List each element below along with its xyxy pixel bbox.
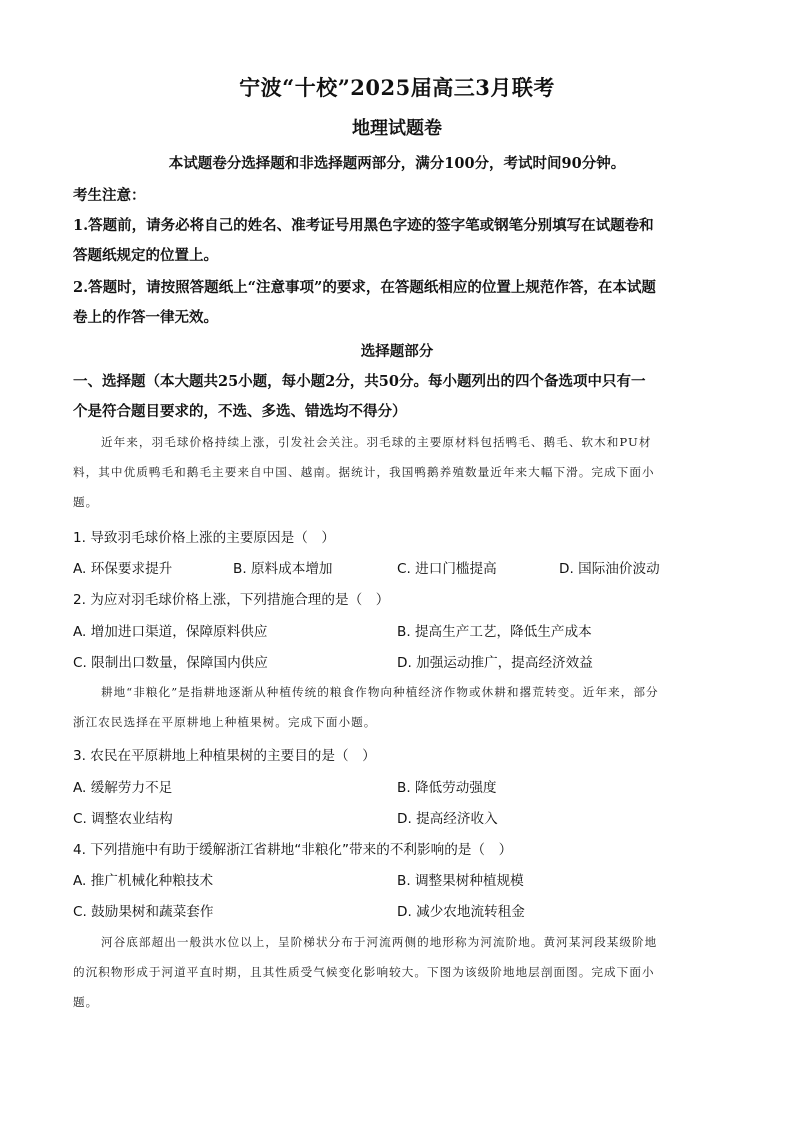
question-1-option-a: A. 环保要求提升 [73,561,173,577]
material-3-line-3: 题。 [73,995,99,1009]
notice-item-1-line-2: 答题纸规定的位置上。 [73,247,218,264]
material-3-line-1: 河谷底部超出一般洪水位以上，呈阶梯状分布于河流两侧的地形称为河流阶地。黄河某河段某级阶地 [101,935,658,949]
question-2-stem: 2. 为应对羽毛球价格上涨，下列措施合理的是（ ） [73,592,390,608]
question-3-option-a: A. 缓解劳力不足 [73,780,173,796]
material-1-line-2: 料，其中优质鸭毛和鹅毛主要来自中国、越南。据统计，我国鸭鹅养殖数量近年来大幅下滑。完成下面小 [73,465,655,479]
material-3-line-2: 的沉积物形成于河道平直时期，且其性质受气候变化影响较大。下图为该级阶地地层剖面图。完成下面小 [73,965,655,979]
question-2-option-a: A. 增加进口渠道，保障原料供应 [73,624,268,640]
notice-item-2-line-1: 2.答题时，请按照答题纸上“注意事项”的要求，在答题纸相应的位置上规范作答，在本试题 [73,279,656,296]
exam-summary: 本试题卷分选择题和非选择题两部分，满分100分，考试时间90分钟。 [168,155,626,172]
question-1-option-c: C. 进口门槛提高 [397,561,497,577]
question-2-option-b: B. 提高生产工艺，降低生产成本 [397,624,592,640]
question-1-stem: 1. 导致羽毛球价格上涨的主要原因是（ ） [73,530,335,546]
question-3-stem: 3. 农民在平原耕地上种植果树的主要目的是（ ） [73,748,376,764]
question-4-option-c: C. 鼓励果树和蔬菜套作 [73,904,214,920]
material-2-line-1: 耕地“非粮化”是指耕地逐渐从种植传统的粮食作物向种植经济作物或休耕和撂荒转变。近年来，部分 [101,685,659,699]
exam-title: 宁波“十校”2025届高三3月联考 [239,75,555,100]
question-1-option-d: D. 国际油价波动 [559,561,660,577]
question-3-option-d: D. 提高经济收入 [397,811,498,827]
material-1-line-1: 近年来，羽毛球价格持续上涨，引发社会关注。羽毛球的主要原材料包括鸭毛、鹅毛、软木和PU材 [101,435,652,449]
exam-subtitle: 地理试题卷 [352,118,442,139]
section-heading: 选择题部分 [360,343,434,360]
notice-heading: 考生注意： [73,187,146,204]
question-4-stem: 4. 下列措施中有助于缓解浙江省耕地“非粮化”带来的不利影响的是（ ） [73,842,513,858]
notice-item-1-line-1: 1.答题前，请务必将自己的姓名、准考证号用黑色字迹的签字笔或钢笔分别填写在试题卷和 [73,217,654,234]
question-3-option-c: C. 调整农业结构 [73,811,173,827]
question-3-option-b: B. 降低劳动强度 [397,780,497,796]
notice-item-2-line-2: 卷上的作答一律无效。 [73,309,218,326]
question-4-option-b: B. 调整果树种植规模 [397,873,524,889]
material-1-line-3: 题。 [73,495,99,509]
part-1-instruction-line-2: 个是符合题目要求的，不选、多选、错选均不得分） [73,403,407,420]
material-2-line-2: 浙江农民选择在平原耕地上种植果树。完成下面小题。 [73,715,377,729]
part-1-instruction-line-1: 一、选择题（本大题共25小题，每小题2分，共50分。每小题列出的四个备选项中只有一 [73,373,646,390]
question-4-option-a: A. 推广机械化种粮技术 [73,873,214,889]
question-4-option-d: D. 减少农地流转租金 [397,904,525,920]
question-1-option-b: B. 原料成本增加 [233,561,333,577]
question-2-option-d: D. 加强运动推广，提高经济效益 [397,655,593,671]
question-2-option-c: C. 限制出口数量，保障国内供应 [73,655,268,671]
